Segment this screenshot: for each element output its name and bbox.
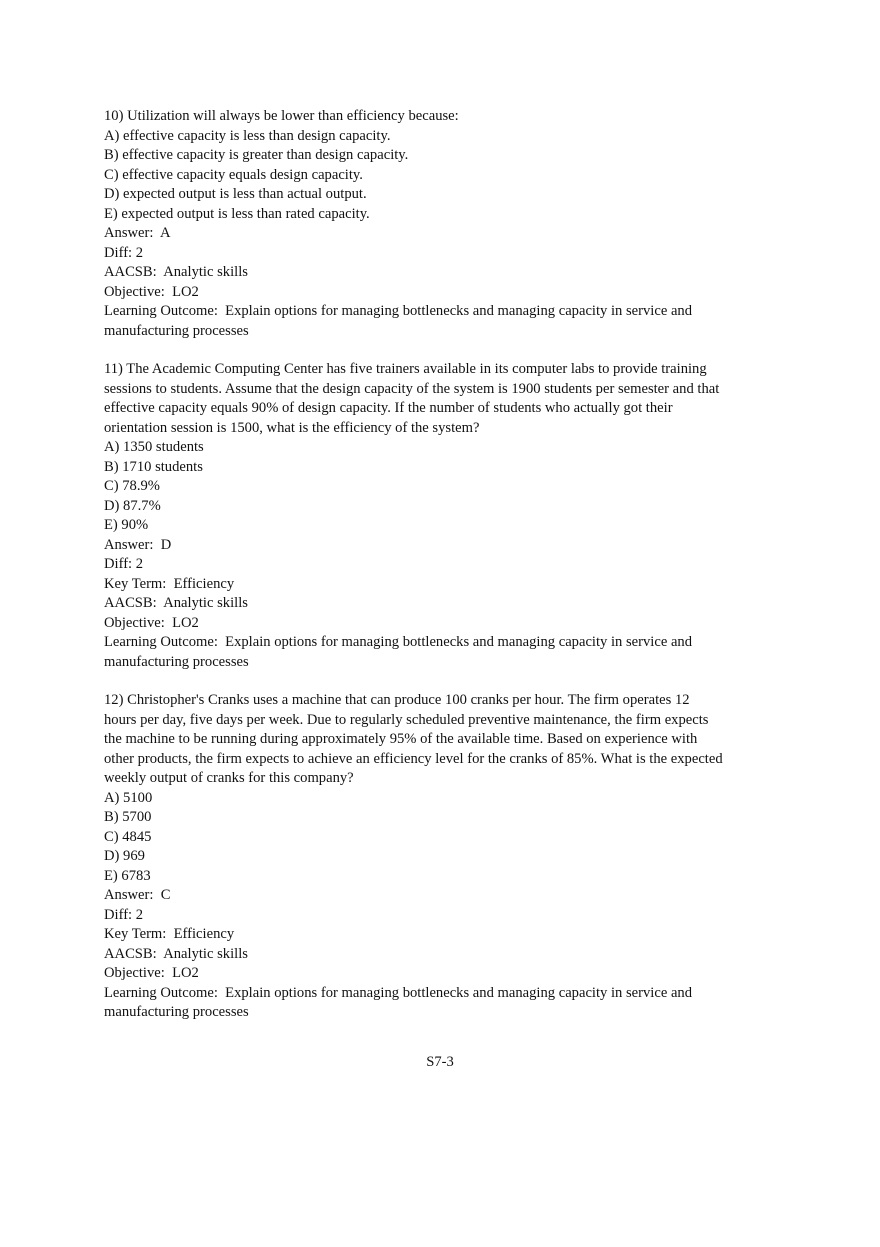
option-e: E) expected output is less than rated capacity. [104, 205, 370, 222]
answer: Answer: A [104, 225, 171, 241]
question-stem-line: hours per day, five days per week. Due to regularly scheduled preventive maintenance, the firm expects [104, 711, 709, 728]
option-a: A) 5100 [104, 789, 153, 806]
page-number: S7-3 [426, 1054, 454, 1070]
question-stem: 10) Utilization will always be lower than efficiency because: [104, 108, 459, 124]
aacsb: AACSB: Analytic skills [104, 945, 248, 962]
option-b: B) 1710 students [104, 458, 203, 475]
answer: Answer: C [104, 887, 171, 903]
question-stem: 11) The Academic Computing Center has five trainers available in its computer labs to provide training [104, 361, 707, 377]
difficulty: Diff: 2 [104, 906, 144, 923]
option-b: B) effective capacity is greater than design capacity. [104, 147, 409, 163]
learning-outcome-continued: manufacturing processes [104, 1004, 249, 1020]
learning-outcome-continued: manufacturing processes [104, 653, 249, 670]
question-stem-line: orientation session is 1500, what is the efficiency of the system? [104, 419, 480, 436]
question-10 [104, 107, 744, 341]
key-term: Key Term: Efficiency [104, 926, 235, 942]
learning-outcome: Learning Outcome: Explain options for managing bottlenecks and managing capacity in service and [104, 303, 693, 319]
option-a: A) 1350 students [104, 439, 204, 455]
learning-outcome-continued: manufacturing processes [104, 322, 249, 339]
learning-outcome: Learning Outcome: Explain options for managing bottlenecks and managing capacity in service and [104, 634, 693, 650]
objective: Objective: LO2 [104, 965, 199, 981]
question-stem-line: sessions to students. Assume that the design capacity of the system is 1900 students per semester and that [104, 380, 720, 397]
option-d: D) expected output is less than actual output. [104, 186, 367, 202]
question-list [104, 107, 744, 1042]
question-stem-line: other products, the firm expects to achieve an efficiency level for the cranks of 85%. What is the expected [104, 750, 723, 767]
option-e: E) 90% [104, 517, 149, 533]
option-e: E) 6783 [104, 867, 151, 884]
difficulty: Diff: 2 [104, 556, 144, 572]
option-c: C) 4845 [104, 828, 152, 845]
learning-outcome: Learning Outcome: Explain options for managing bottlenecks and managing capacity in service and [104, 984, 693, 1001]
objective: Objective: LO2 [104, 614, 199, 631]
question-stem-line: the machine to be running during approximately 95% of the available time. Based on experience with [104, 731, 698, 747]
option-c: C) 78.9% [104, 478, 160, 494]
question-stem: 12) Christopher's Cranks uses a machine that can produce 100 cranks per hour. The firm operates 12 [104, 692, 690, 708]
answer: Answer: D [104, 536, 172, 553]
question-11 [104, 360, 744, 672]
objective: Objective: LO2 [104, 283, 199, 300]
aacsb: AACSB: Analytic skills [104, 595, 248, 611]
question-12 [104, 691, 744, 1023]
option-d: D) 87.7% [104, 497, 161, 514]
option-c: C) effective capacity equals design capacity. [104, 166, 363, 183]
aacsb: AACSB: Analytic skills [104, 264, 248, 280]
question-stem-line: weekly output of cranks for this company? [104, 770, 354, 786]
difficulty: Diff: 2 [104, 244, 144, 261]
option-a: A) effective capacity is less than design capacity. [104, 127, 391, 144]
option-b: B) 5700 [104, 809, 152, 825]
option-d: D) 969 [104, 848, 145, 864]
key-term: Key Term: Efficiency [104, 575, 235, 592]
question-stem-line: effective capacity equals 90% of design capacity. If the number of students who actually got their [104, 400, 673, 416]
